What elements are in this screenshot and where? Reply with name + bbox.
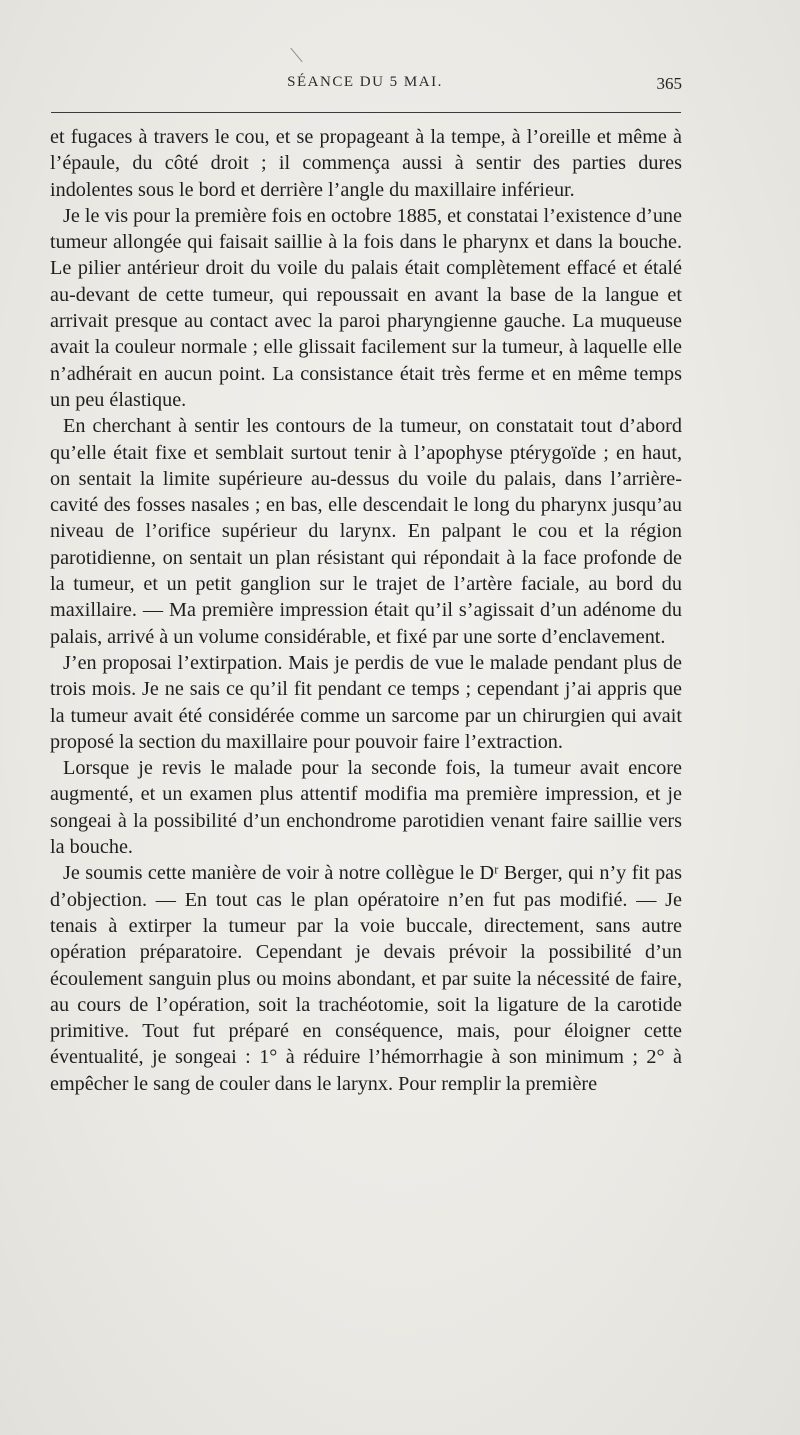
paragraph-5: Lorsque je revis le malade pour la seconde fois, la tumeur avait encore augmenté, et un examen plus attentif modifia ma première impression, et je songeai à la possibilité d’un enchondrome parotidien venant faire saillie vers la bouche. [50,757,682,859]
paragraph-4: J’en proposai l’extirpation. Mais je perdis de vue le malade pendant plus de trois mois. Je ne sais ce qu’il fit pendant ce temps ; cependant j’ai appris que la tumeur avait été considérée comme un sarcome par un chirurgien qui avait proposé la section du maxillaire pour pouvoir faire l’extraction. [50,651,682,753]
running-head [48,74,682,98]
paragraph-3: En cherchant à sentir les contours de la tumeur, on constatait tout d’abord qu’elle était fixe et semblait surtout tenir à l’apophyse ptérygoïde ; en haut, on sentait la limite supérieure au-dessus du voile du palais, dans l’arrière-cavité des fosses nasales ; en bas, elle descendait le long du pharynx jusqu’au niveau de l’orifice supérieur du larynx. En palpant le cou et la région parotidienne, on sentait un plan résistant qui répondait à la face profonde de la tumeur, et un petit ganglion sur le trajet de l’artère faciale, au bord du maxillaire. — Ma première impression était qu’il s’agissait d’un adénome du palais, arrivé à un volume considérable, et fixé par une sorte d’enclavement. [50,415,682,648]
header-rule [51,112,681,113]
paragraph-2: Je le vis pour la première fois en octobre 1885, et constatai l’existence d’une tumeur allongée qui faisait saillie à la fois dans le pharynx et dans la bouche. Le pilier antérieur droit du voile du palais était complètement effacé et étalé au-devant de cette tumeur, qui repoussait en avant la base de la langue et arrivait presque au contact avec la paroi pharyngienne gauche. La muqueuse avait la couleur normale ; elle glissait facilement sur la tumeur, à laquelle elle n’adhérait en aucun point. La consistance était très ferme et en même temps un peu élastique. [50,204,682,411]
running-title: SÉANCE DU 5 MAI. [287,74,443,90]
body-text [50,124,682,1097]
paragraph-6: Je soumis cette manière de voir à notre collègue le Dʳ Berger, qui n’y fit pas d’objection. — En tout cas le plan opératoire n’en fut pas modifié. — Je tenais à extirper la tumeur par la voie buccale, directement, sans autre opération préparatoire. Cependant je devais prévoir la possibilité d’un écoulement sanguin plus ou moins abondant, et par suite la nécessité de faire, au cours de l’opération, soit la trachéotomie, soit la ligature de la carotide primitive. Tout fut préparé en conséquence, mais, pour éloigner cette éventualité, je songeai : 1° à réduire l’hémorrhagie à son minimum ; 2° à empêcher le sang de couler dans le larynx. Pour remplir la première [50,862,682,1095]
paragraph-1: et fugaces à travers le cou, et se propageant à la tempe, à l’oreille et même à l’épaule, du côté droit ; il commença aussi à sentir des parties dures indolentes sous le bord et derrière l’angle du maxillaire inférieur. [50,126,682,201]
page-number: 365 [656,74,682,93]
ink-mark [290,48,302,62]
